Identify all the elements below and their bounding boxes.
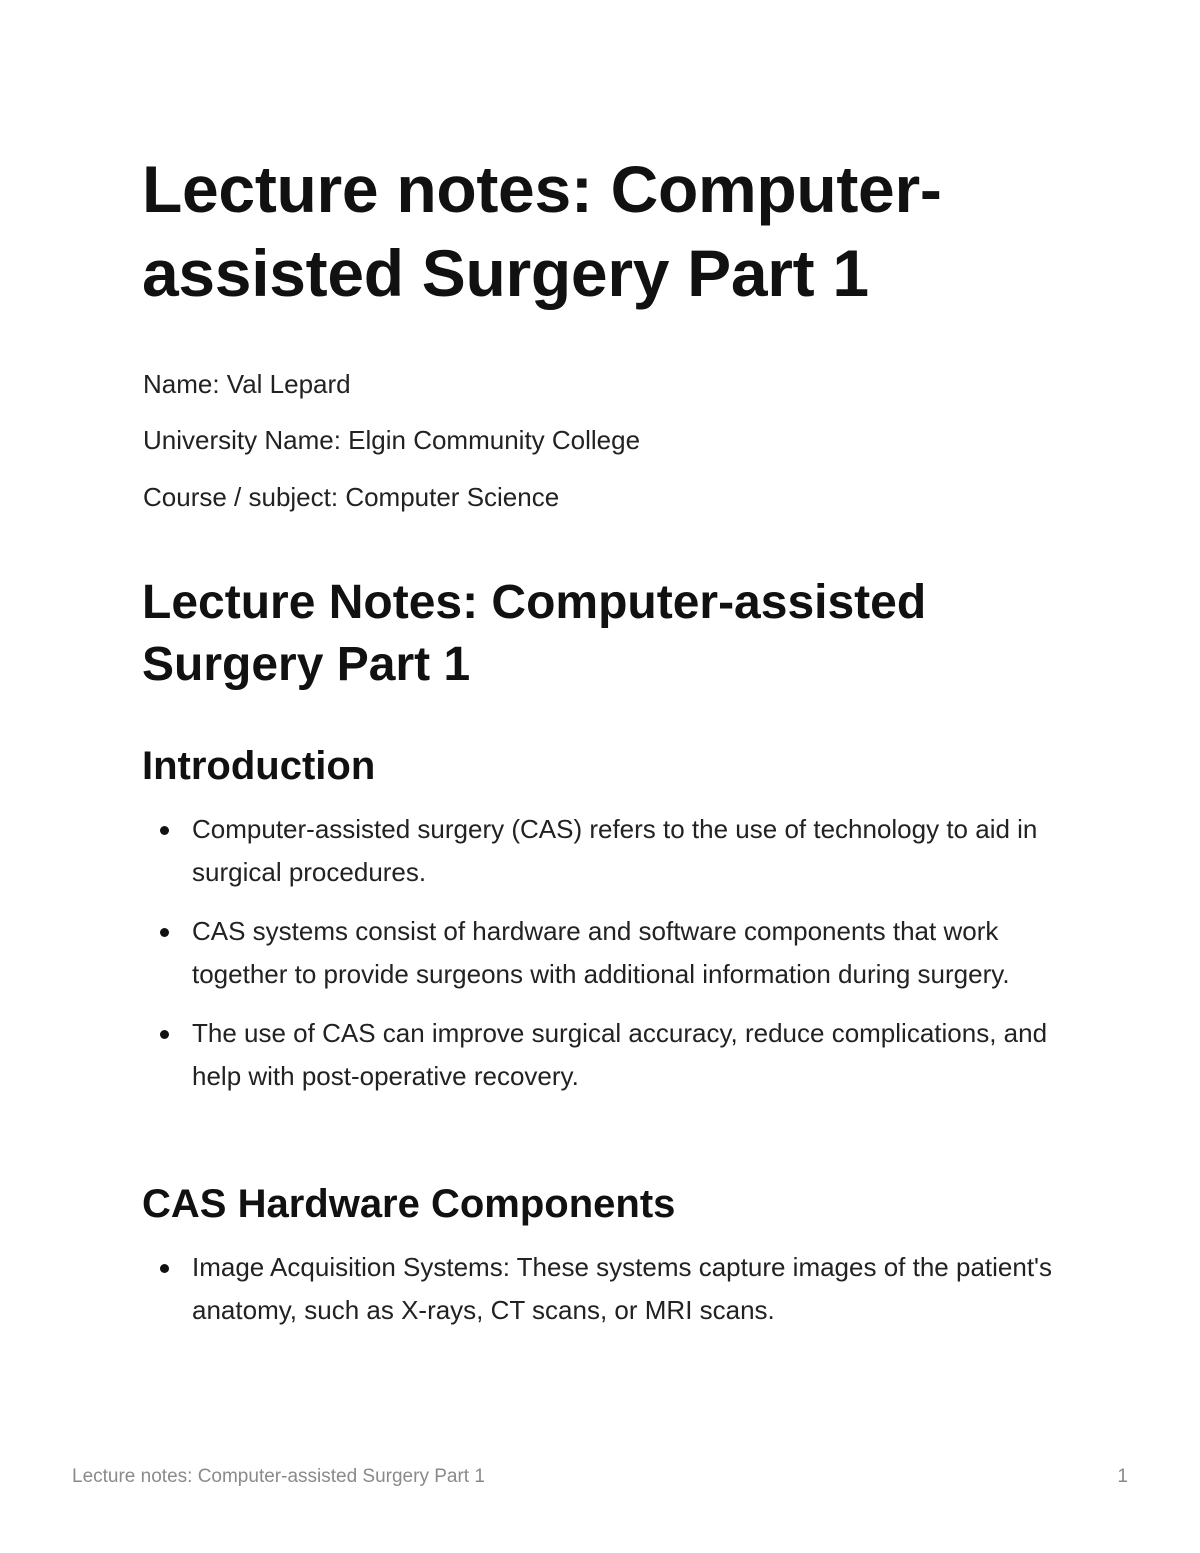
author-name: Name: Val Lepard	[143, 369, 351, 399]
hardware-bullet-list	[158, 1246, 1058, 1348]
document-title: Lecture notes: Computer-assisted Surgery Part 1	[142, 152, 942, 310]
university-name: University Name: Elgin Community College	[143, 425, 641, 455]
list-item	[158, 910, 1058, 995]
bullet-text: Image Acquisition Systems: These systems capture images of the patient's anatomy, such as X-rays, CT scans, or MRI scans.	[192, 1252, 1053, 1325]
lecture-heading: Lecture Notes: Computer-assisted Surgery Part 1	[142, 576, 927, 691]
bullet-text: Computer-assisted surgery (CAS) refers to the use of technology to aid in surgical procedures.	[192, 814, 1038, 887]
bullet-icon	[160, 928, 169, 937]
footer-title: Lecture notes: Computer-assisted Surgery Part 1	[72, 1466, 485, 1487]
bullet-icon	[160, 1264, 169, 1273]
course-subject: Course / subject: Computer Science	[143, 482, 560, 512]
footer-page-number: 1	[1117, 1466, 1128, 1487]
introduction-bullet-list	[158, 808, 1058, 1114]
bullet-text: The use of CAS can improve surgical accuracy, reduce complications, and help with post-operative recovery.	[192, 1018, 1048, 1091]
section-heading-cas-hardware-components: CAS Hardware Components	[142, 1182, 676, 1226]
list-item	[158, 1012, 1058, 1097]
list-item	[158, 1246, 1058, 1331]
list-item	[158, 808, 1058, 893]
section-heading-introduction: Introduction	[142, 744, 376, 788]
bullet-text: CAS systems consist of hardware and software components that work together to provide surgeons with additional information during surgery.	[192, 916, 1010, 989]
bullet-icon	[160, 826, 169, 835]
bullet-icon	[160, 1030, 169, 1039]
